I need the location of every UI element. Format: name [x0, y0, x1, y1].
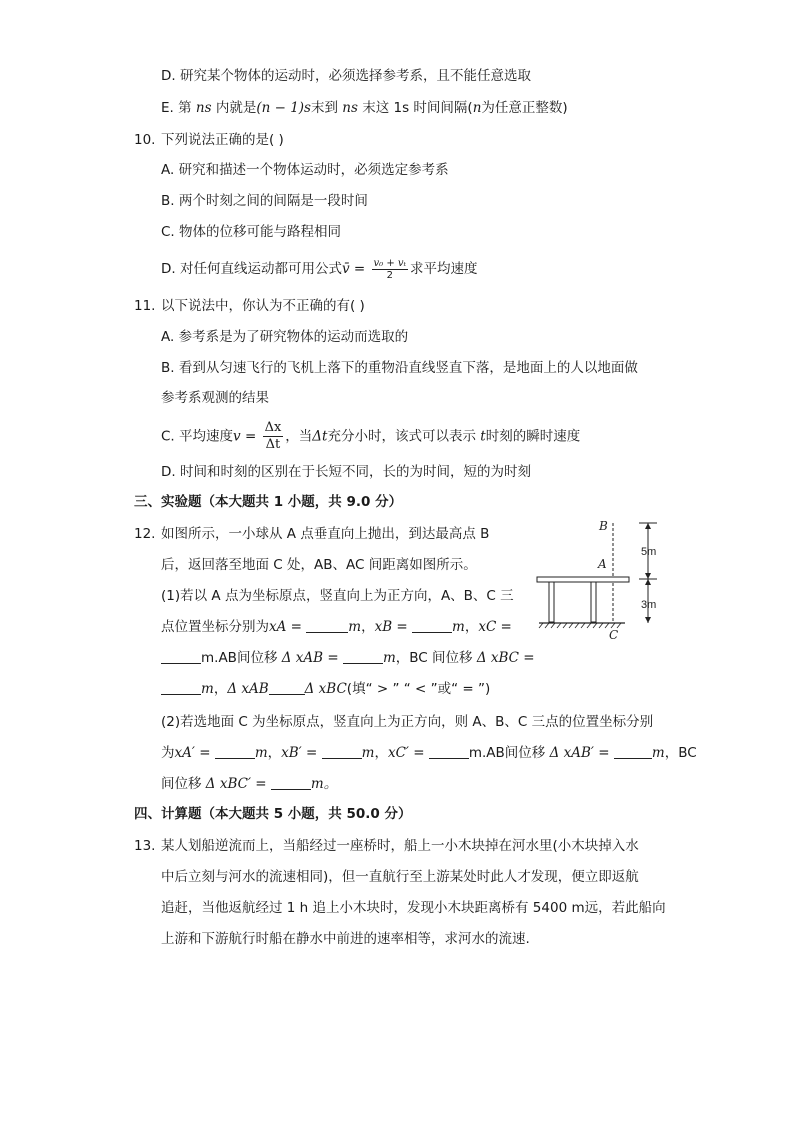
q12-xa2-blank[interactable]	[215, 743, 255, 759]
q10-stem: 下列说法正确的是( )	[161, 132, 284, 148]
fig-label-5m: 5m	[641, 546, 657, 558]
q11-c-mid2: 充分小时，该式可以表示	[327, 428, 476, 445]
q12-line5	[161, 648, 535, 668]
q12-number: 12.	[134, 526, 156, 542]
q12-line2: 后，返回落至地面 C 处，AB、AC 间距离如图所示。	[161, 557, 477, 573]
q12-xc2-label: xC′ =	[387, 745, 429, 761]
q12-unit-m-6: m	[361, 745, 375, 761]
q12-unit-m-5: m	[254, 745, 268, 761]
q12-xb2-blank[interactable]	[322, 743, 362, 759]
q12-xb-label: xB =	[374, 619, 413, 635]
q13-line3: 追赶，当他返航经过 1 h 追上小木块时，发现小木块距离桥有 5400 m远，若此船向	[161, 900, 666, 916]
q12-line4: 点位置坐标分别为xA = m，xB = m，xC =	[161, 619, 512, 635]
q12-dxab-label: Δ xAB =	[281, 650, 343, 666]
q10-option-d	[161, 256, 478, 282]
q11-c-denominator: Δt	[265, 437, 281, 452]
q11-c-mid: ，当	[285, 428, 313, 445]
fig-arrow-top	[645, 523, 651, 529]
section-4-heading: 四、计算题（本大题共 5 小题，共 50.0 分）	[134, 806, 412, 822]
q10-d-fraction	[372, 258, 409, 281]
q10-d-vbar: v̄	[341, 261, 350, 277]
q9-e-mid2: 末到	[310, 100, 338, 116]
fig-arrow-bottom	[645, 617, 651, 623]
q12-xb2-label: xB′ =	[281, 745, 322, 761]
q12-l6a-text: ，	[213, 681, 228, 697]
q12-l9b-text: m。	[310, 776, 338, 792]
q12-unit-m-7: m	[651, 745, 665, 761]
q10-option-a: A. 研究和描述一个物体运动时，必须选定参考系	[161, 162, 449, 178]
q11-number: 11.	[134, 298, 156, 314]
q12-dxab2-label: Δ xAB′ =	[549, 745, 614, 761]
fig-label-3m: 3m	[641, 599, 657, 611]
q12-unit-m-2: m	[452, 619, 465, 635]
q12-xa2-label: xA′ =	[174, 745, 215, 761]
q12-l6-dxab: Δ xAB	[227, 681, 269, 697]
section-3-heading: 三、实验题（本大题共 1 小题，共 9.0 分）	[134, 494, 403, 510]
q9-e-mid: 内就是	[215, 100, 257, 116]
q11-option-a: A. 参考系是为了研究物体的运动而选取的	[161, 329, 409, 345]
q12-l4-text: 点位置坐标分别为	[161, 619, 269, 635]
fig-table-leg-left	[549, 582, 554, 622]
q12-l5-text: m.AB间位移	[201, 650, 282, 666]
q10-number: 10.	[134, 132, 156, 148]
q12-unit-m-4: m	[201, 681, 214, 697]
q10-d-numerator: v₀ + vₜ	[373, 257, 407, 269]
q12-l9a-text: 间位移	[161, 776, 206, 792]
q10-d-eq: =	[349, 261, 370, 277]
q9-e-ns-2: ns	[342, 100, 358, 116]
q13-number: 13.	[134, 838, 156, 854]
q12-dxbc2-label: Δ xBC′ =	[205, 776, 271, 792]
q9-e-suffix: 末这 1s 时间间隔(	[362, 100, 473, 116]
q12-dxbc2-blank[interactable]	[271, 774, 311, 790]
q9-e-n: n	[472, 100, 482, 116]
q12-figure	[535, 515, 665, 645]
q9-option-e	[161, 98, 568, 118]
q12-line9	[161, 774, 337, 794]
q11-c-prefix: C. 平均速度	[161, 428, 234, 445]
q12-l6-dxbc: Δ xBC	[304, 681, 347, 697]
fig-label-c: C	[609, 628, 619, 642]
q11-c-eq: =	[240, 428, 261, 445]
fig-label-a: A	[598, 557, 607, 571]
q12-dxbc-blank[interactable]	[161, 679, 201, 695]
q9-option-d: D. 研究某个物体的运动时，必须选择参考系，且不能任意选取	[161, 68, 531, 84]
q9-e-expr: (n − 1)s	[256, 100, 311, 116]
q12-l8b-text: m.AB间位移	[468, 745, 550, 761]
q11-c-dt: Δt	[312, 428, 328, 445]
q12-l5b-text: ，BC 间位移	[395, 650, 477, 666]
q12-l8a-text: 为	[161, 745, 175, 761]
q12-xc-blank[interactable]	[161, 648, 201, 664]
q12-xc2-blank[interactable]	[429, 743, 469, 759]
q10-d-denominator: 2	[386, 269, 393, 281]
q12-l6d-text: (填“ > ” “ < ”或“ = ”)	[346, 681, 491, 697]
q12-line8: 为xA′ = m，xB′ = m，xC′ = m.AB间位移 Δ xAB′ = m，BC	[161, 745, 697, 761]
fig-table-top	[537, 577, 629, 582]
q13-line4: 上游和下游航行时船在静水中前进的速率相等，求河水的流速.	[161, 931, 530, 947]
q11-option-d: D. 时间和时刻的区别在于长短不同，长的为时间，短的为时刻	[161, 464, 531, 480]
q12-line6	[161, 679, 490, 699]
q11-c-t: t	[480, 428, 486, 445]
q11-c-v: v	[233, 428, 241, 445]
q11-option-b-line2: 参考系观测的结果	[161, 390, 269, 406]
fig-arrow-mid-up	[645, 573, 651, 579]
q11-c-fraction	[263, 420, 284, 453]
q13-line2: 中后立刻与河水的流速相同)，但一直航行至上游某处时此人才发现，便立即返航	[161, 869, 639, 885]
q12-xb-blank[interactable]	[412, 617, 452, 633]
q9-e-ns: ns	[195, 100, 212, 116]
q12-xa-label: xA =	[269, 619, 307, 635]
q12-l8c-text: ，BC	[664, 745, 697, 761]
q11-option-c	[161, 420, 580, 453]
q10-option-c: C. 物体的位移可能与路程相同	[161, 224, 342, 240]
q9-e-prefix: E. 第	[161, 100, 192, 116]
q12-dxab-blank[interactable]	[343, 648, 383, 664]
q11-c-suffix: 时刻的瞬时速度	[485, 428, 581, 445]
fig-arrow-mid-down	[645, 579, 651, 585]
q12-unit-m: m	[348, 619, 362, 635]
q12-xa-blank[interactable]	[306, 617, 348, 633]
q13-line1: 某人划船逆流而上，当船经过一座桥时，船上一小木块掉在河水里(小木块掉入水	[161, 838, 639, 854]
q12-compare-blank[interactable]	[269, 679, 305, 695]
q12-dxab2-blank[interactable]	[614, 743, 652, 759]
q10-option-b: B. 两个时刻之间的间隔是一段时间	[161, 193, 368, 209]
q12-xc-label: xC =	[478, 619, 512, 635]
q12-unit-m-3: m	[382, 650, 396, 666]
q9-e-end: 为任意正整数)	[481, 100, 568, 116]
q12-line3: (1)若以 A 点为坐标原点，竖直向上为正方向，A、B、C 三	[161, 588, 514, 604]
q11-option-b-line1: B. 看到从匀速飞行的飞机上落下的重物沿直线竖直下落，是地面上的人以地面做	[161, 360, 638, 376]
q11-c-numerator: Δx	[264, 420, 282, 435]
q12-line7: (2)若选地面 C 为坐标原点，竖直向上为正方向，则 A、B、C 三点的位置坐标分别	[161, 714, 654, 730]
q10-d-suffix: 求平均速度	[410, 261, 478, 277]
q11-stem: 以下说法中，你认为不正确的有( )	[161, 298, 365, 314]
q10-d-prefix: D. 对任何直线运动都可用公式	[161, 261, 342, 277]
fig-table-leg-right	[591, 582, 596, 622]
fig-label-b: B	[599, 519, 608, 533]
q12-dxbc-label: Δ xBC =	[476, 650, 535, 666]
q12-line1: 如图所示，一小球从 A 点垂直向上抛出，到达最高点 B	[161, 526, 490, 542]
